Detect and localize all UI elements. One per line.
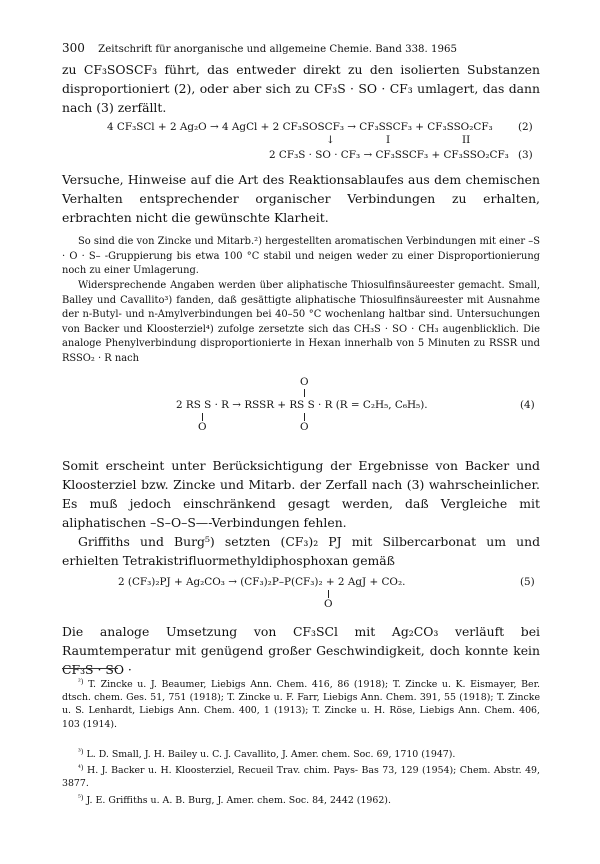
equation-4: 2 RS S · R → RSSR + RS S · R (R = C₂H₅, C₆H₅).: [176, 399, 428, 411]
page-number: 300: [62, 41, 85, 55]
footnote-3: $^{^3)}$ L. D. Small, J. H. Bailey u. C. J. Cavallito, J. Amer. chem. Soc. 69, 1710 (1947).: [78, 748, 456, 760]
equation-4-oxygen-left: O: [198, 421, 207, 433]
running-title: Zeitschrift für anorganische und allgemeine Chemie. Band 338. 1965: [98, 44, 457, 55]
paragraph-1: zu CF₃SOSCF₃ führt, das entweder direkt zu den isolierten Substanzen disproportioniert (2), oder aber sich zu CF₃S · SO · CF₃ umlagert, das dann nach (3) zerfällt.: [62, 62, 540, 115]
equation-2-number: (2): [518, 121, 533, 133]
equation-2-mark-i: I: [386, 134, 391, 146]
paragraph-2: Versuche, Hinweise auf die Art des Reaktionsablaufes aus dem chemischen Verhalten entsprechender organischer Verbindungen zu erhalten, erbrachten nicht die gewünschte Klarheit.: [62, 172, 540, 225]
equation-5-oxygen: O: [324, 598, 333, 610]
paragraph-7: Die analoge Umsetzung von CF₃SCl mit Ag₂CO₃ verläuft bei Raumtemperatur mit genügend großer Geschwindigkeit, doch konnte kein CF₃S · SO ·: [62, 624, 540, 677]
equation-4-number: (4): [520, 399, 535, 411]
footnote-5: $^{^5)}$ J. E. Griffiths u. A. B. Burg, J. Amer. chem. Soc. 84, 2442 (1962).: [78, 794, 391, 806]
running-header: [62, 41, 540, 55]
equation-4-oxygen-right: O: [300, 421, 309, 433]
equation-4-oxygen-top: O: [300, 376, 309, 388]
footnote-rule: [62, 668, 118, 669]
footnote-2: $^{^2)}$ T. Zincke u. J. Beaumer, Liebigs Ann. Chem. 416, 86 (1918); T. Zincke u. K. Eismayer, Ber. dtsch. chem. Ges. 51, 751 (1918); T. Zincke u. F. Farr, Liebigs Ann. Chem. 391, 55 (1918); T. Zincke u. S. Lenhardt, Liebigs Ann. Chem. 400, 1 (1913); T. Zincke u. H. Röse, Liebigs Ann. Chem. 406, 103 (1914).: [62, 678, 540, 730]
equation-4-bond-right: [304, 413, 305, 421]
equation-4-bond-left: [202, 413, 203, 421]
equation-2-arrow: ↓: [326, 134, 335, 146]
paragraph-5: Somit erscheint unter Berücksichtigung der Ergebnisse von Backer und Kloosterziel bzw. Zincke und Mitarb. der Zerfall nach (3) wahrscheinlicher. Es muß jedoch einschränkend gesagt werden, daß Vergleiche mit aliphatischen –S–O–S—-Verbindungen fehlen.: [62, 458, 540, 530]
paragraph-3: So sind die von Zincke und Mitarb.²) hergestellten aromatischen Verbindungen mit einer –S · O · S– -Gruppierung bis etwa 100 °C stabil und neigen weder zu einer Disproportionierung noch zu einer Umlagerung.: [62, 236, 540, 277]
paragraph-6: Griffiths und Burg⁵) setzten (CF₃)₂ PJ mit Silbercarbonat um und erhielten Tetrakistrifluormethyldiphosphoxan gemäß: [62, 534, 540, 568]
equation-3-number: (3): [518, 149, 533, 161]
footnote-4: $^{^4)}$ H. J. Backer u. H. Kloosterziel, Recueil Trav. chim. Pays- Bas 73, 129 (1954); Chem. Abstr. 49, 3877.: [62, 764, 541, 790]
equation-2: 4 CF₃SCl + 2 Ag₂O → 4 AgCl + 2 CF₃SOSCF₃ → CF₃SSCF₃ + CF₃SSO₂CF₃: [107, 121, 493, 133]
equation-4-bond-top: [304, 389, 305, 397]
equation-5-bond: [328, 590, 329, 598]
equation-2-mark-ii: II: [462, 134, 471, 146]
equation-5-number: (5): [520, 576, 535, 588]
equation-3: 2 CF₃S · SO · CF₃ → CF₃SSCF₃ + CF₃SSO₂CF₃: [269, 149, 509, 161]
paragraph-4: Widersprechende Angaben werden über aliphatische Thiosulfinsäureester gemacht. Small, Balley und Cavallito³) fanden, daß gesättigte aliphatische Thiosulfinsäureester mit Ausnahme der n-Butyl- und n-Amylverbindungen bei 40–50 °C wochenlang haltbar sind. Untersuchungen von Backer und Kloosterziel⁴) zufolge zersetzte sich das CH₃S · SO · CH₃ augenblicklich. Die analoge Phenylverbindung disproportionierte in Hexan innerhalb von 5 Minuten zu RSSR und RSSO₂ · R nach: [62, 280, 540, 364]
equation-5: 2 (CF₃)₂PJ + Ag₂CO₃ → (CF₃)₂P–P(CF₃)₂ + 2 AgJ + CO₂.: [118, 576, 406, 588]
